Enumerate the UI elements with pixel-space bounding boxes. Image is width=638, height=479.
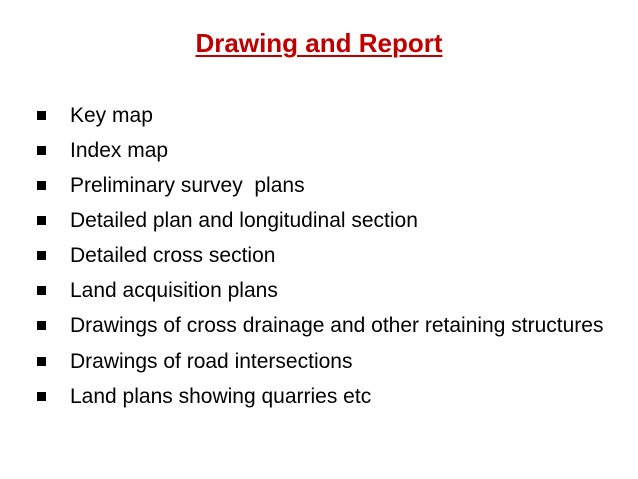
square-bullet-icon [36, 102, 70, 129]
square-bullet-icon [36, 242, 70, 269]
square-bullet-icon [36, 137, 70, 164]
square-bullet-icon [36, 207, 70, 234]
square-bullet-icon [36, 277, 70, 304]
list-item [36, 277, 626, 304]
list-item-text: Detailed plan and longitudinal section [70, 209, 418, 232]
list-item [36, 172, 626, 199]
list-item-text: Key map [70, 104, 153, 127]
list-item-text: Drawings of road intersections [70, 350, 353, 373]
list-item-text: Preliminary survey plans [70, 174, 305, 197]
square-bullet-icon [36, 312, 70, 339]
list-item-text: Drawings of cross drainage and other retaining structures [70, 314, 604, 337]
square-bullet-icon [36, 348, 70, 375]
square-bullet-icon [36, 383, 70, 410]
list-item [36, 242, 626, 269]
list-item-text: Index map [70, 139, 169, 162]
list-item-text: Land acquisition plans [70, 279, 278, 302]
list-item [36, 348, 626, 375]
list-item [36, 383, 626, 410]
list-item-text: Land plans showing quarries etc [70, 385, 372, 408]
list-item [36, 312, 626, 339]
list-item-text: Detailed cross section [70, 244, 276, 267]
slide-title: Drawing and Report [195, 28, 443, 58]
list-item [36, 137, 626, 164]
square-bullet-icon [36, 172, 70, 199]
list-item [36, 102, 626, 129]
list-item [36, 207, 626, 234]
bullet-list [36, 102, 626, 418]
